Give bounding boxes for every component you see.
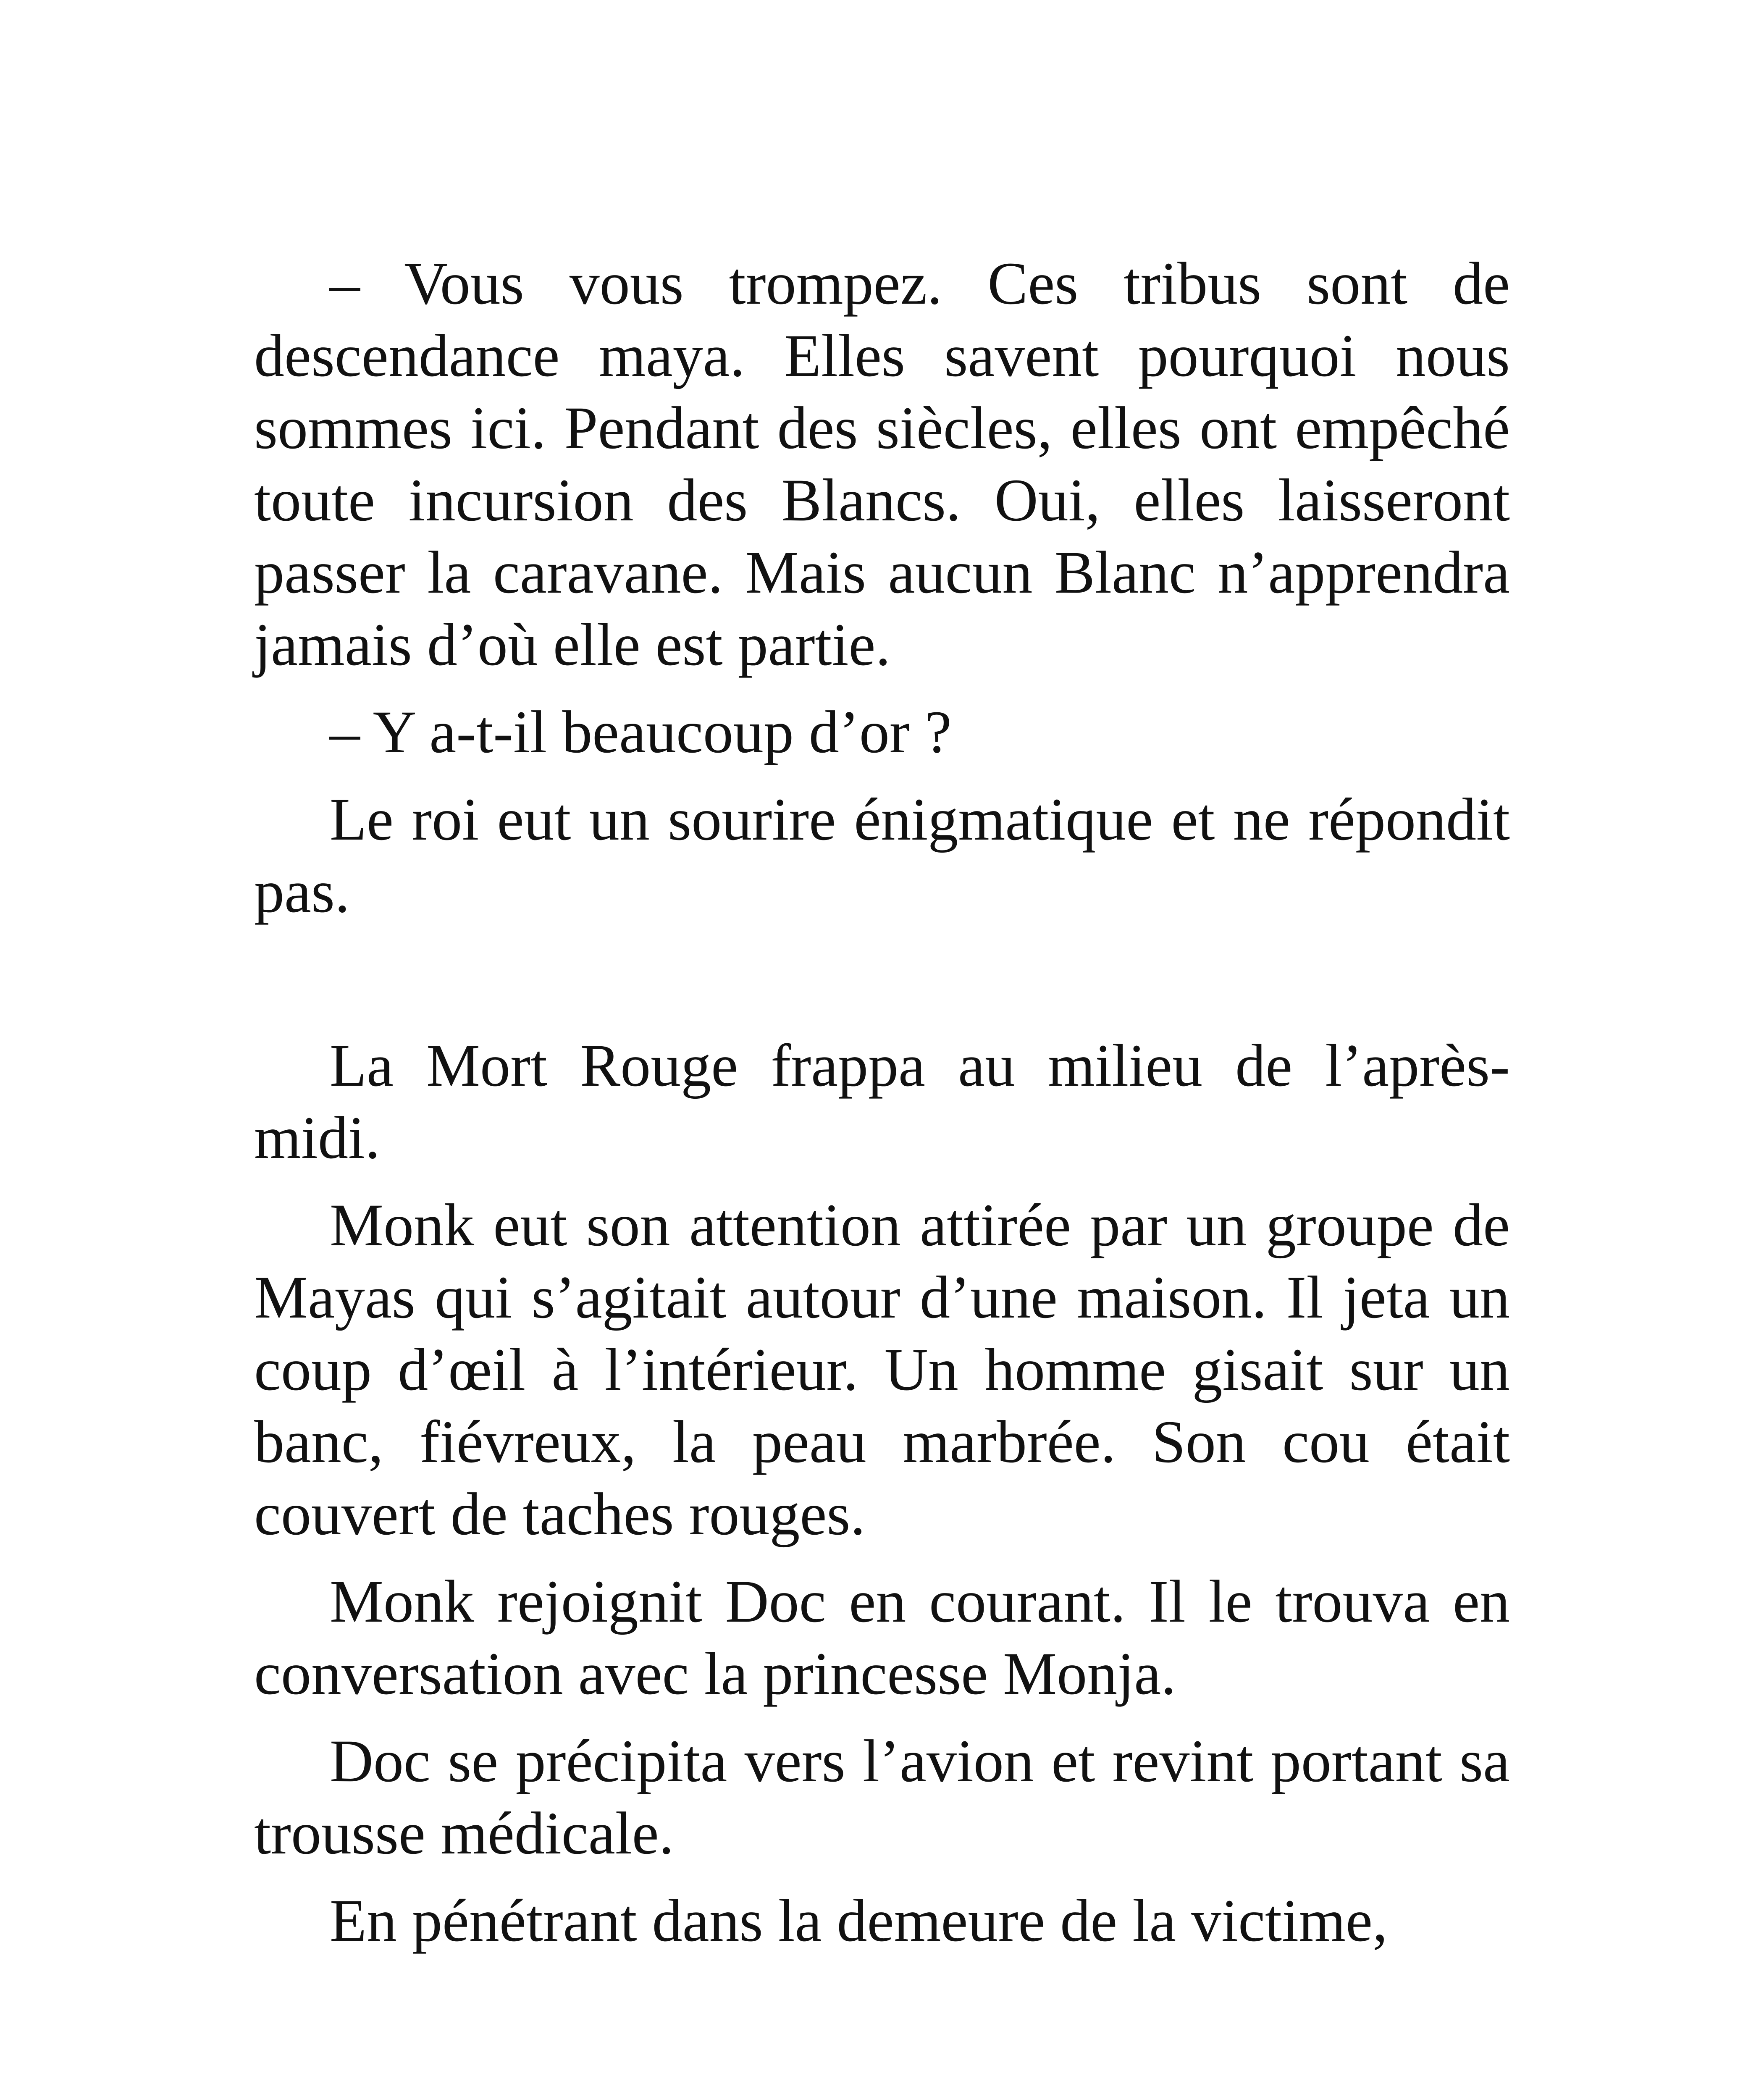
paragraph: Doc se précipita vers l’avion et revint portant sa trousse médicale. <box>254 1728 1510 1867</box>
paragraph: La Mort Rouge frappa au milieu de l’après-midi. <box>254 1032 1510 1171</box>
paragraph: – Vous vous trompez. Ces tribus sont de descendance maya. Elles savent pourquoi nous sommes ici. Pendant des siècles, elles ont empêché toute incursion des Blancs. Oui, elles laisseront passer la caravane. Mais aucun Blanc n’apprendra jamais d’où elle est partie. <box>254 250 1510 678</box>
paragraph: Le roi eut un sourire énigmatique et ne répondit pas. <box>254 786 1510 925</box>
paragraph: En pénétrant dans la demeure de la victime, <box>330 1887 1388 1954</box>
paragraph: Monk rejoignit Doc en courant. Il le trouva en conversation avec la princesse Monja. <box>254 1568 1510 1707</box>
paragraph: Monk eut son attention attirée par un groupe de Mayas qui s’agitait autour d’une maison. Il jeta un coup d’œil à l’intérieur. Un homme gisait sur un banc, fiévreux, la peau marbrée. Son cou était couvert de taches rouges. <box>254 1192 1510 1548</box>
body-text <box>254 248 1510 1972</box>
section-break <box>254 943 1510 1030</box>
paragraph: – Y a-t-il beaucoup d’or ? <box>330 699 952 766</box>
